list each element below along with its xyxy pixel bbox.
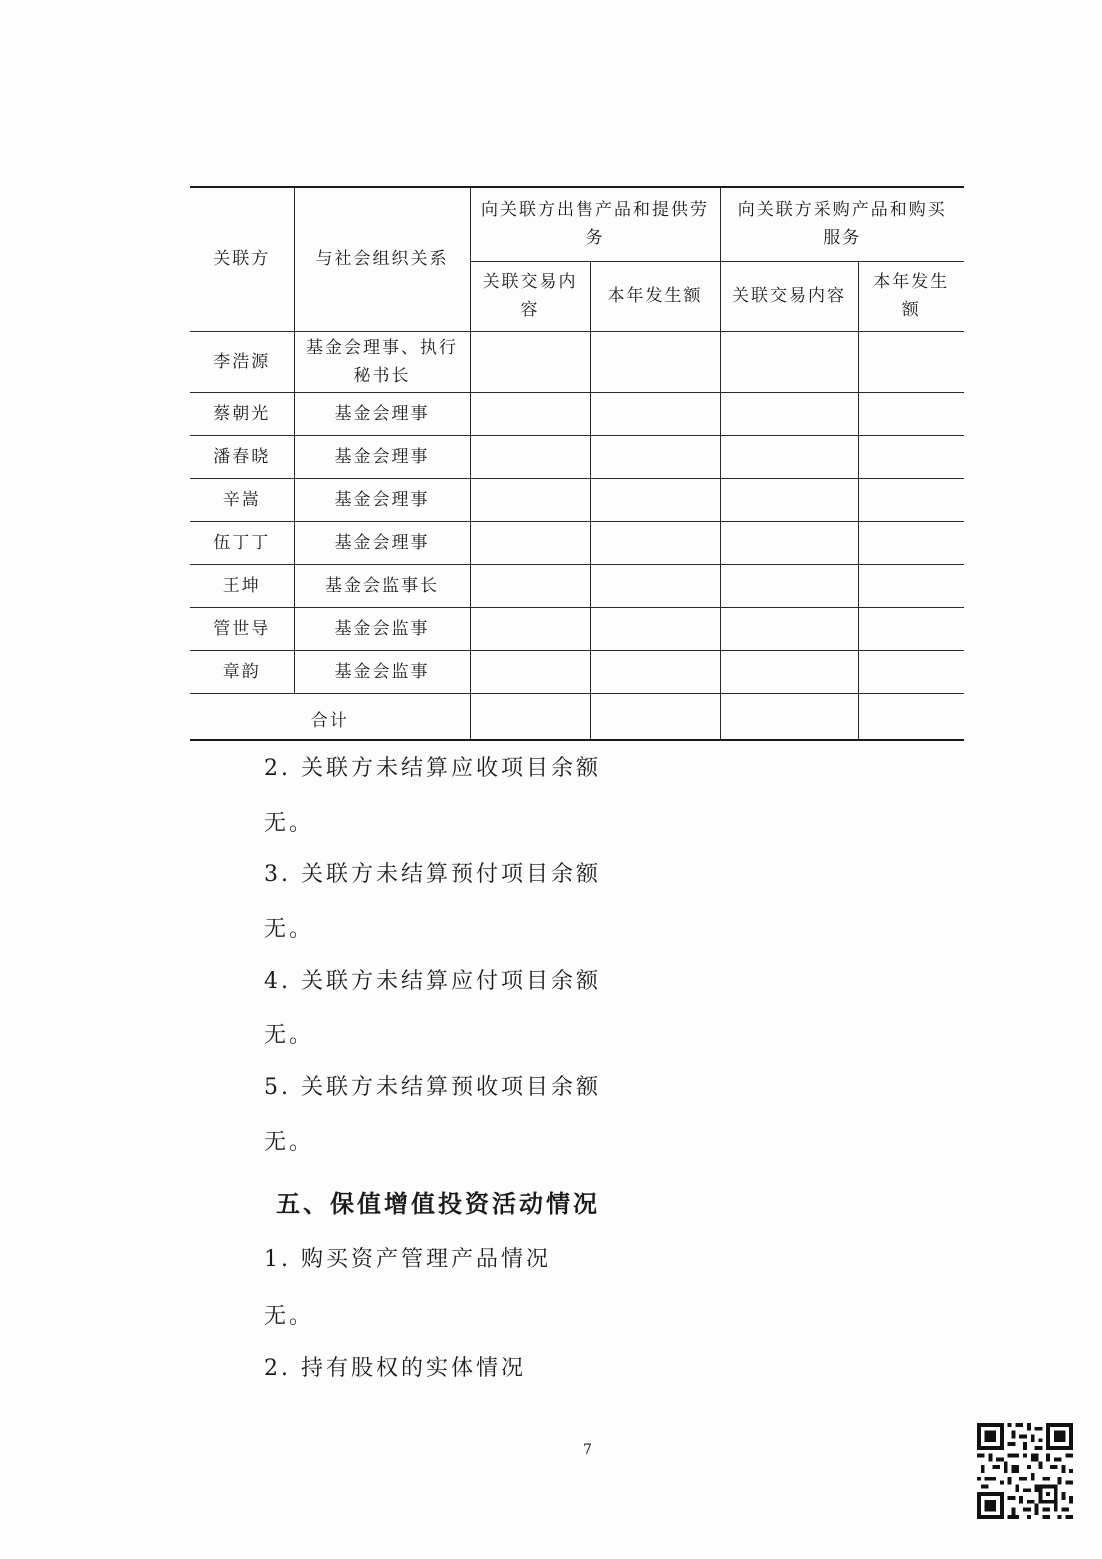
buy-amount-cell <box>858 478 964 521</box>
buy-content-cell <box>720 650 858 693</box>
section-prepaid-title: 3. 关联方未结算预付项目余额 <box>264 862 601 887</box>
qr-code-icon <box>977 1423 1073 1519</box>
sell-amount-cell <box>590 331 720 392</box>
section-receivable-body: 无。 <box>264 811 315 836</box>
sell-amount-cell <box>590 521 720 564</box>
party-name: 辛嵩 <box>190 478 294 521</box>
header-buy-content: 关联交易内容 <box>720 261 858 331</box>
sell-amount-cell <box>590 478 720 521</box>
sell-content-cell <box>470 435 590 478</box>
subsection-asset-products-body: 无。 <box>264 1304 315 1329</box>
party-role: 基金会理事、执行秘书长 <box>294 331 470 392</box>
section-receivable-title: 2. 关联方未结算应收项目余额 <box>264 756 601 781</box>
related-party-table <box>190 186 964 741</box>
sell-amount-cell <box>590 435 720 478</box>
sell-amount-cell <box>590 392 720 435</box>
buy-amount-cell <box>858 521 964 564</box>
party-name: 李浩源 <box>190 331 294 392</box>
sell-content-cell <box>470 607 590 650</box>
party-role: 基金会理事 <box>294 435 470 478</box>
table-row <box>190 392 964 435</box>
party-role: 基金会理事 <box>294 392 470 435</box>
buy-content-cell <box>720 435 858 478</box>
header-party: 关联方 <box>190 187 294 331</box>
header-sell-content: 关联交易内容 <box>470 261 590 331</box>
sell-content-cell <box>470 650 590 693</box>
buy-amount-cell <box>858 693 964 740</box>
header-sell-amount: 本年发生额 <box>590 261 720 331</box>
total-label: 合计 <box>190 693 470 740</box>
table-row <box>190 478 964 521</box>
table-row <box>190 521 964 564</box>
sell-amount-cell <box>590 650 720 693</box>
party-role: 基金会监事 <box>294 607 470 650</box>
party-role: 基金会监事长 <box>294 564 470 607</box>
table-row <box>190 331 964 392</box>
header-relationship: 与社会组织关系 <box>294 187 470 331</box>
party-role: 基金会监事 <box>294 650 470 693</box>
buy-content-cell <box>720 392 858 435</box>
buy-amount-cell <box>858 564 964 607</box>
sell-content-cell <box>470 392 590 435</box>
buy-content-cell <box>720 331 858 392</box>
sell-amount-cell <box>590 564 720 607</box>
sell-content-cell <box>470 521 590 564</box>
buy-content-cell <box>720 521 858 564</box>
party-name: 王坤 <box>190 564 294 607</box>
party-name: 蔡朝光 <box>190 392 294 435</box>
buy-amount-cell <box>858 435 964 478</box>
party-name: 章韵 <box>190 650 294 693</box>
page-number: 7 <box>583 1442 592 1458</box>
table-row <box>190 564 964 607</box>
buy-amount-cell <box>858 650 964 693</box>
buy-content-cell <box>720 478 858 521</box>
sell-content-cell <box>470 478 590 521</box>
buy-amount-cell <box>858 392 964 435</box>
sell-content-cell <box>470 331 590 392</box>
buy-content-cell <box>720 607 858 650</box>
header-buy-group: 向关联方采购产品和购买服务 <box>720 187 964 261</box>
section-advance-body: 无。 <box>264 1130 315 1155</box>
section-payable-body: 无。 <box>264 1023 315 1048</box>
section-payable-title: 4. 关联方未结算应付项目余额 <box>264 969 601 994</box>
buy-content-cell <box>720 693 858 740</box>
header-sell-group: 向关联方出售产品和提供劳务 <box>470 187 720 261</box>
table-row <box>190 650 964 693</box>
section-advance-title: 5. 关联方未结算预收项目余额 <box>264 1075 601 1100</box>
buy-content-cell <box>720 564 858 607</box>
sell-amount-cell <box>590 693 720 740</box>
table-row <box>190 607 964 650</box>
header-buy-amount: 本年发生额 <box>858 261 964 331</box>
buy-amount-cell <box>858 331 964 392</box>
subsection-asset-products-title: 1. 购买资产管理产品情况 <box>264 1247 551 1272</box>
sell-content-cell <box>470 693 590 740</box>
sell-amount-cell <box>590 607 720 650</box>
sell-content-cell <box>470 564 590 607</box>
buy-amount-cell <box>858 607 964 650</box>
party-name: 伍丁丁 <box>190 521 294 564</box>
party-name: 潘春晓 <box>190 435 294 478</box>
table-total-row <box>190 693 964 740</box>
party-name: 管世导 <box>190 607 294 650</box>
section-heading-investment: 五、保值增值投资活动情况 <box>276 1189 600 1218</box>
party-role: 基金会理事 <box>294 478 470 521</box>
section-prepaid-body: 无。 <box>264 917 315 942</box>
subsection-equity-title: 2. 持有股权的实体情况 <box>264 1356 526 1381</box>
table-row <box>190 435 964 478</box>
party-role: 基金会理事 <box>294 521 470 564</box>
